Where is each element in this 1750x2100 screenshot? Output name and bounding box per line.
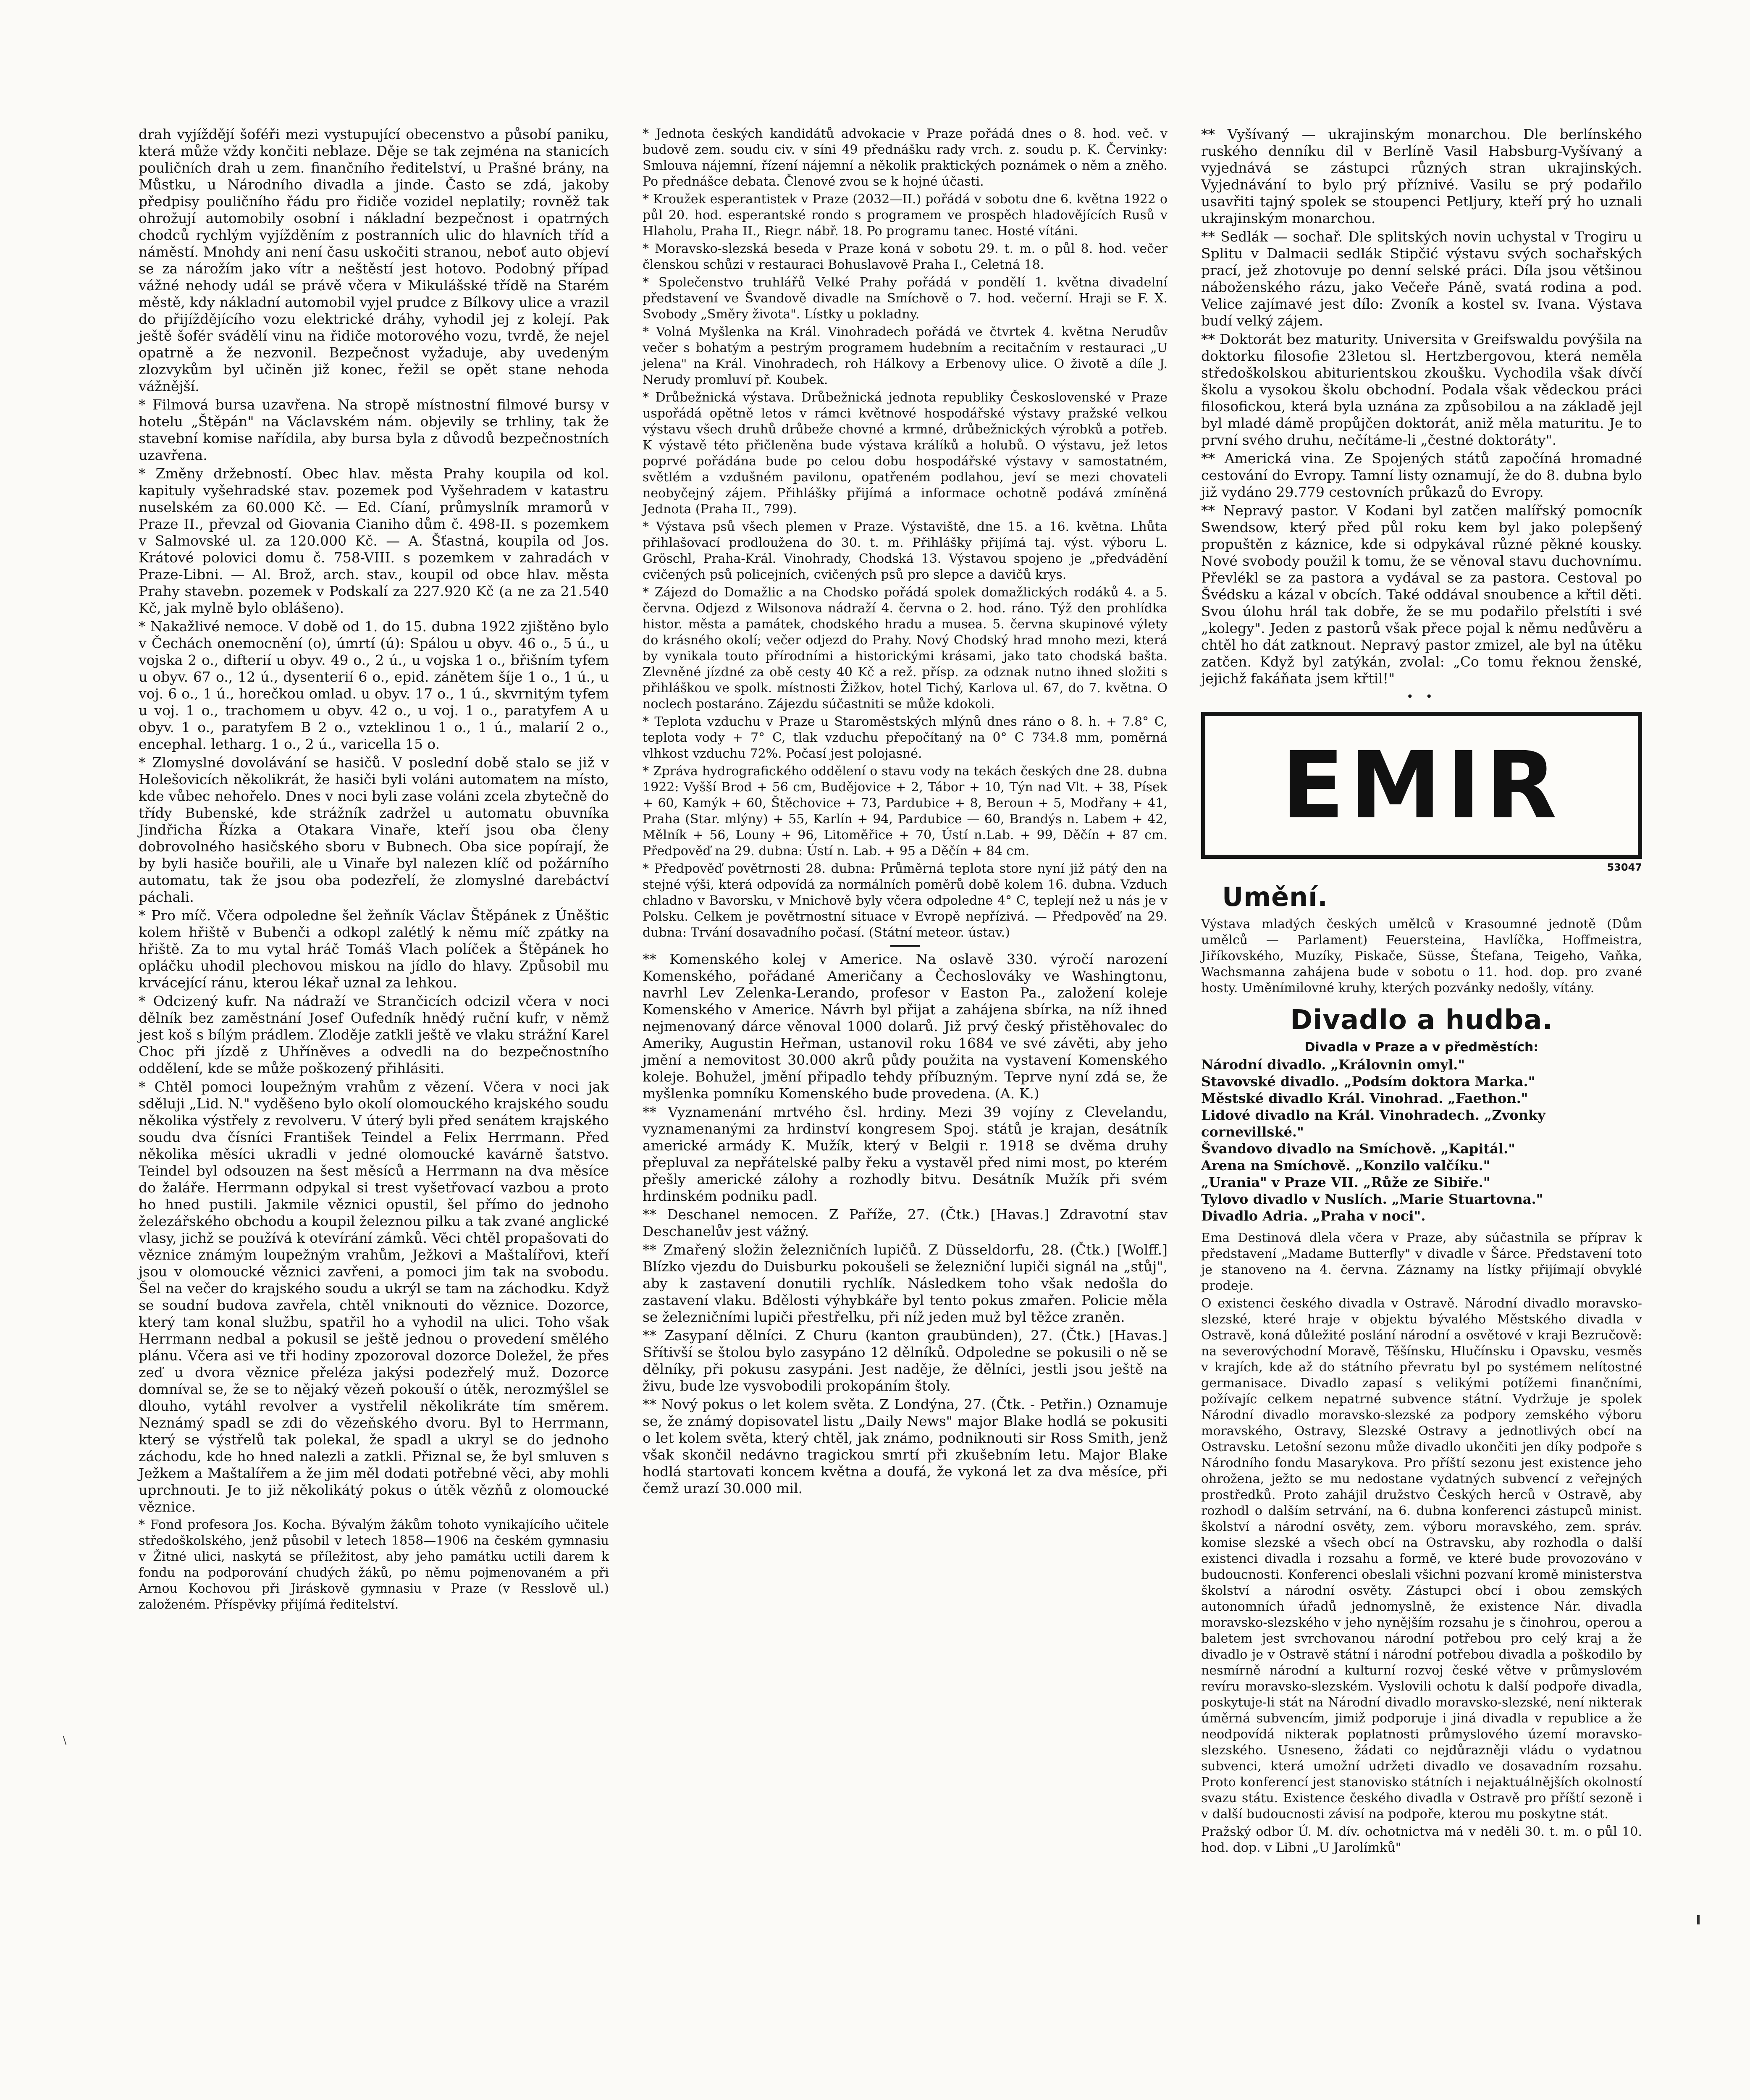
article-paragraph: * Drůbežnická výstava. Drůbežnická jednota republiky Československé v Praze uspořádá opětně letos v rámci květnové hospodářské výstavy pražské velkou výstavu všech druhů drůbeže chovné a krmné, drůbežnických výrobků a potřeb. K výstavě této přičleněna bude výstava králíků a holubů. O výstavu, jež letos poprvé pořádána bude po celou dobu hospodářské výstavy v samostatném, světlém a vzdušném pavilonu, opatřeném podlahou, jeví se mezi chovateli neobyčejný zájem. Přihlášky přijímá a informace ochotně podává zmíněná Jednota (Praha II., 799). — [643, 390, 1168, 517]
theatre-listing: „Urania" v Praze VII. „Růže ze Sibiře." — [1201, 1174, 1490, 1190]
article-paragraph: ** Vyznamenání mrtvého čsl. hrdiny. Mezi 39 vojíny z Clevelandu, vyznamenanými za hrdinství kongresem Spoj. států je krajan, desátník americké armády K. Mužík, který v Belgii r. 1918 se dvěma druhy přepluval za nepřátelské palby řeku a vystavěl před nimi most, po kterém přešly americké zálohy a rozhodly bitvu. Desátník Mužík při svém hrdinském podniku padl. — [643, 1104, 1168, 1204]
article-paragraph: * Kroužek esperantistek v Praze (2032—II.) pořádá v sobotu dne 6. května 1922 o půl 20. hod. esperantské rondo s programem ve prospěch hladovějících Rusů v Hlaholu, Praha II., Riegr. nábř. 18. Po programu tanec. Hosté vítáni. — [643, 192, 1168, 239]
article-paragraph: * Nakažlivé nemoce. V době od 1. do 15. dubna 1922 zjištěno bylo v Čechách onemocnění (o), úmrtí (ú): Spálou u obyv. 46 o., 5 ú., u vojska 2 o., difterií u obyv. 49 o., 2 ú., u vojska 1 o., břišním tyfem u obyv. 67 o., 12 ú., dysenterií 6 o., epid. zánětem šíje 1 o., 1 ú., u voj. 6 o., 1 ú., horečkou omlad. u obyv. 17 o., 1 ú., skvrnitým tyfem u voj. 1 o., trachomem u obyv. 42 o., u voj. 1 o., paratyfem A u obyv. 1 o., paratyfem B 2 o., vzteklinou 1 o., 1 ú., malarií 2 o., encephal. letharg. 1 o., 2 ú., varicella 15 o. — [139, 618, 609, 752]
ornament-stars: • • — [1406, 690, 1437, 704]
article-paragraph: * Zlomyslné dovolávání se hasičů. V poslední době stalo se již v Holešovicích několikrát, že hasiči byli voláni automatem na místo, kde vůbec nehořelo. Dnes v noci byli zase voláni zcela zbytečně do třídy Bubenské, kde strážník zadržel u automatu obuvníka Jindřicha Řízka a Otakara Vinaře, kteří jsou oba členy dobrovolného hasičského sboru v Bubnech. Oba sice popírají, že by byli hasiče bouřili, ale u Vinaře byl nalezen klíč od požárního automatu, tak že jsou oba podezřelí, že zlomyslné darebáctví páchali. — [139, 754, 609, 905]
article-paragraph: Ema Destinová dlela včera v Praze, aby súčastnila se příprav k představení „Madame Butterfly" v divadle v Šárce. Představení toto je stanoveno na 4. června. Záznamy na lístky přijímají obvyklé prodeje. — [1201, 1231, 1642, 1293]
article-paragraph: * Fond profesora Jos. Kocha. Bývalým žákům tohoto vynikajícího učitele středoškolského, jenž působil v letech 1858—1906 na českém gymnasiu v Žitné ulici, naskytá se příležitost, aby jeho památku uctili darem k fondu na podporování chudých žáků, po němu pojmenovaném a při Arnou Kochovou při Jiráskově gymnasiu v Praze (v Resslově ul.) založeném. Příspěvky přijímá ředitelství. — [139, 1517, 609, 1612]
article-paragraph: Výstava mladých českých umělců v Krasoumné jednotě (Dům umělců — Parlament) Feuersteina, Havlíčka, Hoffmeistra, Jiříkovského, Muzíky, Piskače, Süsse, Štefana, Teigeho, Vaňka, Wachsmanna zahájena bude v sobotu o 11. hod. dop. pro zvané hosty. Uměnímilovné kruhy, kterých pozvánky nedošly, vítány. — [1201, 917, 1642, 995]
margin-mark: \ — [63, 1735, 67, 1746]
theatre-listing: Švandovo divadlo na Smíchově. „Kapitál." — [1201, 1141, 1515, 1157]
article-paragraph: * Změny držebností. Obec hlav. města Prahy koupila od kol. kapituly vyšehradské stav. pozemek pod Vyšehradem v katastru nuselském za 60.000 Kč. — Ed. Cíaní, průmyslník mramorů v Praze II., převzal od Giovania Cianiho dům č. 498-II. s pozemkem v Salmovské ul. za 120.000 Kč. — A. Šťastná, koupila od Jos. Krátové polovici domu č. 758-VIII. s pozemkem v zahradách v Praze-Libni. — Al. Brož, arch. stav., koupil od obce hlav. města Prahy stavebn. pozemek v Podskalí za 227.920 Kč (a ne za 21.540 Kč, jak mylně bylo oblášeno). — [139, 465, 609, 616]
article-paragraph: ** Doktorát bez maturity. Universita v Greifswaldu povýšila na doktorku filosofie 23letou sl. Hertzbergovou, která neměla středoškolskou abiturientskou zkoušku. Vychodila však dívčí školu a vysokou školu obchodní. Podala však vědeckou práci filosofickou, která byla uznána za způsobilou a na základě jejl byl mladé dámě propůjčen doktorát, aniž měla maturitu. Je to první svého druhu, nečítáme-li „čestné doktoráty". — [1201, 331, 1642, 448]
section-heading-umeni: Umění. — [1222, 882, 1328, 912]
article-paragraph: * Pro míč. Včera odpoledne šel žeňník Václav Štěpánek z Úněštic kolem hřiště v Bubenči a odkopl zalétlý k němu míč zpátky na hřiště. Za to mu vytal hráč Tomáš Vlach políček a Štěpánek ho opláčku uhodil plechovou miskou na jídlo do hlavy. Způsobil mu krvácející ránu, kterou lékař uznal za lehkou. — [139, 907, 609, 991]
theatre-listing: Národní divadlo. „Královnin omyl." — [1201, 1057, 1465, 1073]
ad-logo-word: EMIR — [1281, 732, 1562, 839]
column-right — [1201, 126, 1642, 1858]
article-paragraph: * Jednota českých kandidátů advokacie v Praze pořádá dnes o 8. hod. več. v budově zem. soudu civ. v síni 49 přednášku rady vrch. z. soudu p. K. Červinky: Smlouva nájemní, řízení nájemní a několik praktických poznámek o něm a zněho. Po přednášce debata. Členové zvou se k hojné účasti. — [643, 126, 1168, 189]
article-paragraph: * Volná Myšlenka na Král. Vinohradech pořádá ve čtvrtek 4. května Nerudův večer s bohatým a pestrým programem hudebním a recitačním v restauraci „U jelena" na Král. Vinohradech, roh Hálkovy a Erbenovy ulice. O životě a díle J. Nerudy promluví př. Koubek. — [643, 325, 1168, 387]
emir-advertisement — [1201, 712, 1642, 859]
article-paragraph: ** Sedlák — sochař. Dle splitských novin uchystal v Trogiru u Splitu v Dalmacii sedlák Stipčić výstavu svých sochařských prací, jež zhotovuje po denní selské práci. Díla jsou většinou náboženského rázu, jako Večeře Páně, svatá rodina a pod. Velice zajímavé jest dílo: Zvoník a kostel sv. Ivana. Výstava budí velký zájem. — [1201, 228, 1642, 329]
article-paragraph: ** Komenského kolej v Americe. Na oslavě 330. výročí narození Komenského, pořádané Američany a Čechoslováky ve Washingtonu, navrhl Lev Zelenka-Lerando, profesor v Easton Pa., založení koleje Komenského v Americe. Návrh byl přijat a zahájena sbírka, na níž ihned nejmenovaný dárce věnoval 1000 dolarů. Již prvý český přistěhovalec do Ameriky, Augustin Heřman, ustanovil roku 1684 ve své závěti, aby jeho jmění a nemovitost 30.000 akrů půdy použita na vystavení Komenského koleje. Bohužel, jmění připadlo tehdy příbuzným. Teprve nyní zdá se, že myšlenka pomníku Komenského bude provedena. (A. K.) — [643, 951, 1168, 1102]
article-paragraph: * Teplota vzduchu v Praze u Staroměstských mlýnů dnes ráno o 8. h. + 7.8° C, teplota vody + 7° C, tlak vzduchu přepočítaný na 0° C 734.8 mm, poměrná vlhkost vzduchu 72%. Počasí jest polojasné. — [643, 714, 1168, 761]
theatre-listing: Arena na Smíchově. „Konzilo valčíku." — [1201, 1158, 1490, 1173]
article-paragraph: ** Nepravý pastor. V Kodani byl zatčen malířský pomocník Swendsow, který před půl roku kem byl jako polepšený propuštěn z káznice, kde si odpykával různé pěkné kousky. Nové svobody použil k tomu, že se věnoval stavu duchovnímu. Převlékl se za pastora a vydával se za pastora. Cestoval po Švédsku a kázal v obcích. Také oddával snoubence a křtil děti. Svou úlohu hrál tak dobře, že se mu podařilo přelstíti i své „kolegy". Jeden z pastorů však přece pojal k němu nedůvěru a chtěl ho dát zatknout. Nepravý pastor zmizel, ale byl na útěku zatčen. Když byl zatýkán, zvolal: „Co tomu řeknou ženské, jejichž fakáňata jsem křtil!" — [1201, 502, 1642, 687]
section-divider — [890, 945, 920, 947]
article-paragraph: * Chtěl pomoci loupežným vrahům z vězení. Včera v noci jak sděluji „Lid. N." vyděšeno bylo okolí olomouckého krajského soudu několika výstřely z revolveru. V úterý byli před senátem krajského soudu dva čísníci František Teindel a Felix Herrmann. Před několika měsíci ukradli v jedné olomoucké kavárně šatstvo. Teindel byl odsouzen na šest měsíců a Herrmann na dva měsíce do žaláře. Herrmann odpykal si trest vyšetřovací vazbou a proto ho hned pustili. Jakmile věznici opustil, šel přímo do jednoho železářského obchodu a koupil železnou pilku a tak zvané anglické vlasy, jichž se používá k otevírání zámků. Věci chtěl propašovati do věznice známým loupežným vrahům, Ježkovi a Maštalířovi, kteří jsou v olomoucké věznici zavřeni, a pomoci jim tak na svobodu. Šel na večer do krajského soudu a ukrýl se tam na záchodku. Když se soudní budova zavřela, chtěl vniknouti do věznice. Dozorce, který tam konal službu, spatřil ho a vyhodil na ulici. Toho však Herrmann nedbal a pokusil se ještě jednou o provedení smělého plánu. Včera asi ve tři hodiny zpozoroval dozorce Doležel, že přes zeď u dvora věznice přeléza jakýsi podezřelý muž. Dozorce domníval se, že se to nějaký vězeň pokouší o útěk, nerozmýšlel se dlouho, vytáhl revolver a vystřelil několikráte tím směrem. Neznámý spadl se zdi do vězeňského dvoru. Byl to Herrmann, který se výstřelů tak polekal, že spadl a ukryl se do jednoho záchodu, kde ho hned nalezli a zatkli. Přiznal se, že byl smluven s Ježkem a Maštalířem a že jim měl dodati potřebné věci, aby mohli uprchnouti. Je to již několikátý pokus o útěk vězňů z olomoucké věznice. — [139, 1079, 609, 1515]
article-paragraph: * Společenstvo truhlářů Velké Prahy pořádá v pondělí 1. května divadelní představení ve Švandově divadle na Smíchově o 7. hod. večerní. Hraji se F. X. Svobody „Směry života". Lístky u pokladny. — [643, 275, 1168, 322]
theatre-listing: Městské divadlo Král. Vinohrad. „Faethon." — [1201, 1090, 1528, 1106]
article-paragraph: * Předpověď povětrnosti 28. dubna: Průměrná teplota store nyní již pátý den na stejné výši, která odpovídá za normálních poměrů době kolem 16. dubna. Vzduch chladno v Bavorsku, v Mnichově byly včera odpoledne 4° C, teplejí než u nás je v Polsku. Celkem je povětrnostní situace v Evropě nepřízivá. — Předpověď na 29. dubna: Trvání dosavadního počasí. (Státní meteor. ústav.) — [643, 861, 1168, 940]
theatre-listing: Stavovské divadlo. „Podsím doktora Marka." — [1201, 1074, 1535, 1089]
article-paragraph: ** Americká vina. Ze Spojených států započíná hromadné cestování do Evropy. Tamní listy oznamují, že do 8. dubna bylo již vydáno 29.779 cestovních průkazů do Evropy. — [1201, 450, 1642, 500]
article-paragraph: ** Zasypaní dělníci. Z Churu (kanton graubünden), 27. (Čtk.) [Havas.] Sřítivší se štolou bylo zasypáno 12 dělníků. Odpoledne se pokusili o ně se dělníky, při pokusu zasypáni. Jest naděje, že dělníci, jestli jsou ještě na živu, bude lze vysvobodili prokopáním štoly. — [643, 1327, 1168, 1394]
article-paragraph: ** Zmařený složin železničních lupičů. Z Düsseldorfu, 28. (Čtk.) [Wolff.] Blízko vjezdu do Duisburku pokoušeli se železniční lupiči signál na „stůj", aby k zastavení donutili rychlík. Následkem toho však nedošla do zastavení vlaku. Bdělosti výhybkáře byl tento pokus zmařen. Policie měla se železničními lupiči přestřelku, při níž jeden muž byl těžce zraněn. — [643, 1242, 1168, 1325]
article-paragraph: * Zájezd do Domažlic a na Chodsko pořádá spolek domažlických rodáků 4. a 5. června. Odjezd z Wilsonova nádraží 4. června o 2. hod. ráno. Týž den prohlídka histor. města a památek, chodského hradu a musea. 5. června skupinové výlety do krásného okolí; večer odjezd do Prahy. Nový Chodský hrad mnoho mezi, která by vynikala touto přírodními a historickými krásami, jako tato chodská bašta. Zlevněné jízdné za obě cesty 40 Kč a rež. přísp. za odznak nutno ihned složiti s přihláškou ve spolk. místnosti Žižkov, hotel Tichý, Karlova ul. 67, do 7. května. O noclech postaráno. Zájezdu súčastniti se může kdokoli. — [643, 585, 1168, 711]
article-paragraph: * Výstava psů všech plemen v Praze. Výstaviště, dne 15. a 16. května. Lhůta přihlašovací prodloužena do 30. t. m. Přihlášky přijímá taj. výst. výboru L. Gröschl, Praha-Král. Vinohrady, Chodská 13. Výstavou spojeno je „předvádění cvičených psů policejních, cvičených psů pro slepce a davičů krys. — [643, 520, 1168, 582]
listings-subhead: Divadla v Praze a v předměstích: — [1304, 1040, 1539, 1055]
ad-code: 53047 — [1607, 861, 1642, 873]
column-middle — [643, 126, 1168, 1499]
article-paragraph: ** Vyšívaný — ukrajinským monarchou. Dle berlínského ruského denníku dil v Berlíně Vasil Habsburg-Vyšívaný a vyjednává se zástupci různých stran ukrajinských. Vyjednávání to bylo prý příznivé. Vasilu se prý podařilo usavřiti tajný spolek se stoupenci Petljury, kteří prý ho uznali ukrajinským monarchou. — [1201, 126, 1642, 226]
article-paragraph: drah vyjíždějí šoféři mezi vystupující obecenstvo a působí paniku, která může vždy končiti neblaze. Děje se tak zejména na stanicích pouličních drah u zem. finančního ředitelství, u Prašné brány, na Můstku, u Národního divadla a jinde. Často se zdá, jakoby předpisy pouličního řádu pro řidiče vozidel neplatily; rovněž tak ohrožují automobily osobní i nákladní bezpečnost i opatrných chodců rychlým vyjížděním z postranních ulic do hlavních tříd a náměstí. Mnohdy ani není času uskočiti stranou, neboť auto objeví se za nárožím jako vítr a neštěstí jest hotovo. Podobný případ vážné nehody udál se právě včera v Mikulášské třídě na Starém městě, kdy nákladní automobil vyjel prudce z Bílkovy ulice a vrazil do přijíždějícího vozu elektrické dráhy, vyhodil jej z kolejí. Pak ještě šofér svádělí vinu na řidiče motorového vozu, tvrdě, že nejel opatrně a že nezvonil. Bezpečnost vyžaduje, aby uvedeným zlozvykům byl učiněn již konec, řežil se opět stane nehoda vážnější. — [139, 126, 609, 394]
column-left — [139, 126, 609, 1614]
section-heading-divadlo: Divadlo a hudba. — [1290, 1005, 1553, 1036]
article-paragraph: * Odcizený kufr. Na nádraží ve Strančicích odcizil včera v noci dělník bez zaměstnání Josef Oufedník hnědý ruční kufr, v němž jest koš s bílým prádlem. Zloděje zatkli ještě ve vlaku strážní Karel Choc při jízdě z Uhříněves a odvedli na do bezpečnostního oddělení, kde se může poškozený přihlásiti. — [139, 993, 609, 1076]
theatre-listing: Tylovo divadlo v Nuslích. „Marie Stuartovna." — [1201, 1191, 1543, 1207]
article-paragraph: * Zpráva hydrografického oddělení o stavu vody na tekách českých dne 28. dubna 1922: Vyšší Brod + 56 cm, Budějovice + 2, Tábor + 10, Týn nad Vlt. + 38, Písek + 60, Kamýk + 60, Štěchovice + 73, Pardubice + 8, Beroun + 5, Modřany + 41, Praha (Star. mlýny) + 55, Karlín + 94, Pardubice — 60, Brandýs n. Labem + 42, Mělník + 56, Louny + 96, Litoměřice + 70, Ústí n.Lab. + 99, Děčín + 87 cm. Předpověď na 29. dubna: Ústí n. Lab. + 95 a Děčín + 84 cm. — [643, 764, 1168, 858]
article-paragraph: O existenci českého divadla v Ostravě. Národní divadlo moravsko-slezské, které hraje v objektu bývalého Městského divadla v Ostravě, koná důležité poslání národní a osvětové v kraji Bezručově: na severovýchodní Moravě, Těšínsku, Hlučínsku i Opavsku, vesměs v krajích, kde až do státního převratu byl po systémem nelítostné germanisace. Divadlo zapasí s velikými potížemi finančními, požívajíc celkem nepatrné subvence státní. Vydržuje je spolek Národní divadlo moravsko-slezské za podpory zemského výboru moravského, Ostravy, Slezské Ostravy a jednotlivých obcí na Ostravsku. Letošní sezonu může divadlo ukončiti jen díky podpoře s Národního fondu Masarykova. Pro příští sezonu jest existence jeho ohrožena, ježto se mu nedostane vydatných subvencí z veřejných prostředků. Proto zahájil družstvo Českých herců v Ostravě, aby rozhodl o dalším setrvání, na 6. dubna konferenci zástupců minist. školství a národní osvěty, zem. výboru moravského, zem. správ. komise slezské a všech obcí na Ostravsku, aby rozhodla o další existenci divadla i rozsahu a formě, ve které bude provozováno v budoucnosti. Konferenci obeslali všichni pozvaní kromě ministerstva školství a národní osvěty. Zástupci obcí i obou zemských autonomních úřadů jednomyslně, že existence Nár. divadla moravsko-slezského v jeho nynějším rozsahu je s činohrou, operou a baletem jest svrchovanou národní potřebou pro celý kraj a že divadlo je v Ostravě státní i národní potřebou divadla a poškodilo by nesmírně národní a kulturní rozvoj české větve v průmyslovém revíru moravsko-slezském. Vyslovili ochotu k další podpoře divadla, poskytuje-li stát na Národní divadlo moravsko-slezské, není nikterak úměrná subvencím, jimiž podporuje i jiná divadla v republice a že neodpovídá nikterak poplatnosti průmyslového území moravsko-slezského. Usneseno, žádati co nejdůrazněji vládu o vydatnou subvenci, která umožní udržeti divadlo ve dosavadním rozsahu. Proto konferencí jest stanovisko státních i nejaktuálnějších okolností svazu státu. Existence českého divadla v Ostravě pro příští sezoně i v další budoucnosti závisí na podpoře, kterou mu poskytne stát. — [1201, 1296, 1642, 1822]
article-paragraph: * Filmová bursa uzavřena. Na stropě místnostní filmové bursy v hotelu „Štěpán" na Václavském nám. objevily se trhliny, tak že stavební komise nařídila, aby bursa byla z důvodů bezpečnostních uzavřena. — [139, 396, 609, 463]
margin-mark — [1697, 1915, 1700, 1924]
theatre-listing: Divadlo Adria. „Praha v noci". — [1201, 1208, 1426, 1224]
article-paragraph: * Moravsko-slezská beseda v Praze koná v sobotu 29. t. m. o půl 8. hod. večer členskou schůzi v restauraci Bohuslavově Praha I., Celetná 18. — [643, 242, 1168, 272]
theatre-listing: Lidové divadlo na Král. Vinohradech. „Zvonky cornevillské." — [1201, 1107, 1545, 1140]
article-paragraph: Pražský odbor Ú. M. dív. ochotnictva má v neděli 30. t. m. o půl 10. hod. dop. v Libni „U Jarolímků" — [1201, 1824, 1642, 1855]
article-paragraph: ** Deschanel nemocen. Z Paříže, 27. (Čtk.) [Havas.] Zdravotní stav Deschanelův jest vážný. — [643, 1206, 1168, 1239]
article-paragraph: ** Nový pokus o let kolem světa. Z Londýna, 27. (Čtk. - Petřin.) Oznamuje se, že známý dopisovatel listu „Daily News" major Blake hodlá se pokusiti o let kolem světa, který chtěl, jak známo, podniknouti sir Ross Smith, jenž však skončil nedávno tragickou smrtí při zkušebním letu. Major Blake hodlá startovati koncem května a doufá, že vykoná let za dva měsíce, při čemž urazí 30.000 mil. — [643, 1396, 1168, 1496]
